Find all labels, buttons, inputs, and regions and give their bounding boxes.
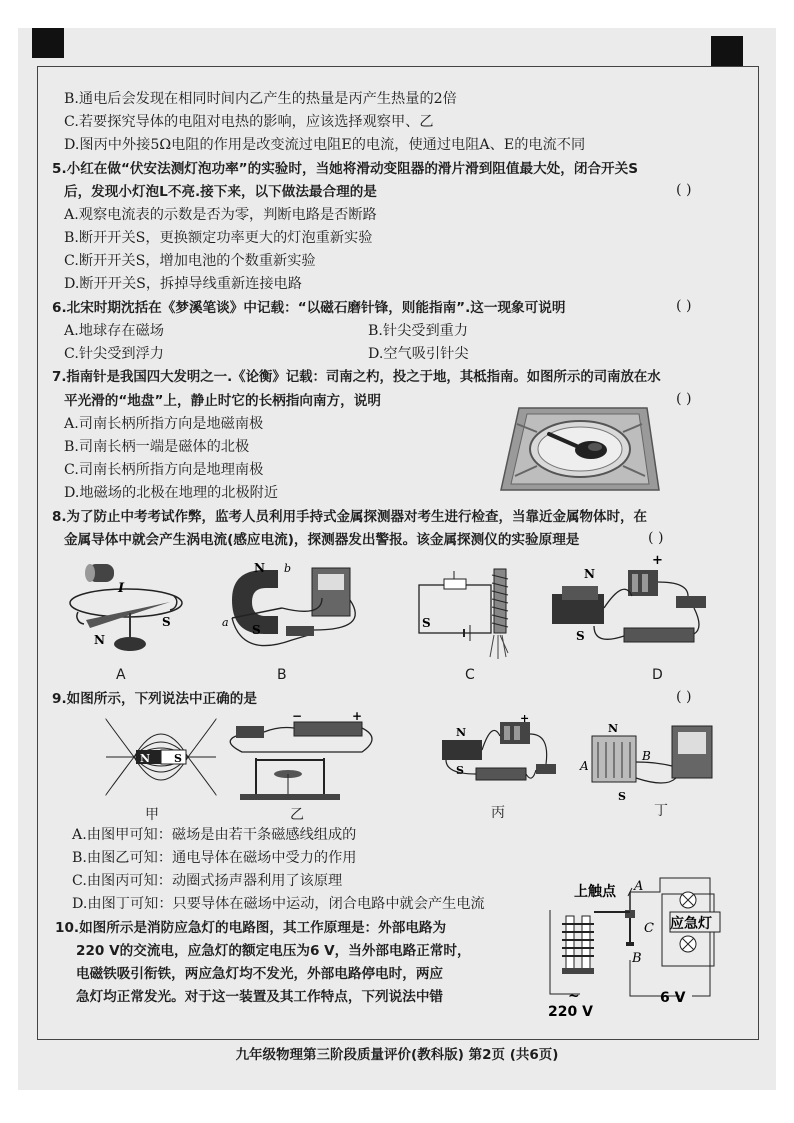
page-footer: 九年级物理第三阶段质量评价(教科版) 第2页 (共6页) — [235, 1047, 559, 1063]
q10-emergency-light-circuit — [540, 870, 730, 1020]
q6-option-a: A.地球存在磁场 — [64, 323, 164, 339]
q10-ac-symbol: ~ — [568, 988, 580, 1004]
q9-label-yi: 乙 — [290, 807, 304, 823]
q7-answer-paren: ( ) — [676, 391, 692, 407]
q8-figure-b-induction — [222, 560, 377, 665]
q8-label-b: B — [277, 667, 287, 683]
q10-b-label: B — [632, 951, 642, 966]
q9-option-a: A.由图甲可知：磁场是由若干条磁感线组成的 — [72, 827, 357, 843]
q10-stem-3: 电磁铁吸引衔铁，两应急灯均不发光，外部电路停电时，两应 — [76, 966, 444, 982]
q6-option-d: D.空气吸引针尖 — [368, 346, 469, 362]
q8a-south-label: S — [162, 615, 171, 629]
q4-option-b: B.通电后会发现在相同时间内乙产生的热量是丙产生热量的2倍 — [64, 91, 457, 107]
q10-6v-label: 6 V — [660, 990, 686, 1006]
q9-yi-plus-label: + — [352, 709, 363, 723]
q9-option-d: D.由图丁可知：只要导体在磁场中运动，闭合电路中就会产生电流 — [72, 896, 485, 912]
q9-answer-paren: ( ) — [676, 689, 692, 705]
q7-stem-1: 7.指南针是我国四大发明之一.《论衡》记载：司南之杓，投之于地，其柢指南。如图所示的司南放在水 — [52, 370, 661, 385]
q9-jia-south-label: S — [174, 752, 182, 765]
q5-option-a: A.观察电流表的示数是否为零，判断电路是否断路 — [64, 207, 377, 223]
q8-label-c: C — [465, 667, 475, 683]
q9-ding-a-label: A — [580, 759, 589, 773]
q6-stem: 6.北宋时期沈括在《梦溪笔谈》中记载：“以磁石磨针锋，则能指南”.这一现象可说明 — [52, 300, 566, 316]
q9-label-bing: 丙 — [491, 805, 505, 821]
q10-upper-contact-label: 上触点 — [574, 884, 616, 900]
q9-ding-b-label: B — [642, 749, 651, 763]
q4-option-d: D.图丙中外接5Ω电阻的作用是改变流过电阻E的电流，使通过电阻A、E的电流不同 — [64, 137, 586, 153]
q5-answer-paren: ( ) — [676, 182, 692, 198]
q10-a-label: A — [634, 879, 644, 894]
q7-option-b: B.司南长柄一端是磁体的北极 — [64, 439, 250, 455]
q10-stem-1: 10.如图所示是消防应急灯的电路图，其工作原理是：外部电路为 — [55, 920, 447, 936]
q4-option-c: C.若要探究导体的电阻对电热的影响，应该选择观察甲、乙 — [64, 114, 434, 130]
q7-stem-2: 平光滑的“地盘”上，静止时它的长柄指向南方，说明 — [64, 393, 381, 409]
q10-c-label: C — [644, 921, 654, 936]
q9-bing-south-label: S — [456, 764, 464, 777]
q8-stem-2: 金属导体中就会产生涡电流(感应电流)，探测器发出警报。该金属探测仪的实验原理是 — [64, 532, 580, 548]
q9-ding-north-label: N — [608, 722, 619, 735]
corner-marker-right — [711, 36, 743, 66]
q7-option-c: C.司南长柄所指方向是地理南极 — [64, 462, 264, 478]
q5-stem-1: 5.小红在做“伏安法测灯泡功率”的实验时，当她将滑动变阻器的滑片滑到阻值最大处，闭合开关S — [52, 161, 639, 177]
q8-figure-c-electromagnet — [414, 565, 524, 665]
q6-option-b: B.针尖受到重力 — [368, 323, 469, 339]
q10-emergency-lamp-label: 应急灯 — [670, 916, 712, 932]
q8d-south-label: S — [576, 629, 585, 643]
q8b-north-label: N — [254, 561, 265, 575]
q9-bing-north-label: N — [456, 726, 467, 739]
q9-label-ding: 丁 — [654, 803, 668, 819]
q9-ding-south-label: S — [618, 790, 626, 803]
q9-stem: 9.如图所示，下列说法中正确的是 — [52, 691, 257, 707]
q8d-north-label: N — [584, 567, 595, 581]
q9-yi-minus-label: − — [292, 709, 303, 723]
q9-figure-yi-oersted — [226, 709, 386, 804]
q9-option-c: C.由图丙可知：动圈式扬声器利用了该原理 — [72, 873, 343, 889]
q7-option-a: A.司南长柄所指方向是地磁南极 — [64, 416, 264, 432]
corner-marker-left — [32, 28, 64, 58]
sinan-compass-figure — [497, 404, 662, 494]
q8-label-d: D — [652, 667, 663, 683]
q8-label-a: A — [116, 667, 126, 683]
q8b-south-label: S — [252, 623, 261, 637]
q6-answer-paren: ( ) — [676, 298, 692, 314]
q9-label-jia: 甲 — [145, 807, 159, 823]
q8-figure-d-motor — [548, 553, 718, 666]
q9-figure-ding-generator — [578, 722, 718, 802]
q6-option-c: C.针尖受到浮力 — [64, 346, 164, 362]
q9-bing-plus-label: + — [520, 712, 530, 725]
q5-option-d: D.断开开关S，拆掉导线重新连接电路 — [64, 276, 302, 292]
q10-220v-label: 220 V — [548, 1004, 593, 1020]
q5-stem-2: 后，发现小灯泡L不亮.接下来，以下做法最合理的是 — [64, 184, 377, 200]
q8a-current-label: I — [118, 581, 125, 596]
q9-figure-bing-motor — [436, 712, 561, 791]
q8a-north-label: N — [94, 633, 105, 647]
q8d-plus-label: + — [652, 553, 663, 568]
q8-figure-a-oersted — [66, 558, 191, 668]
q8-stem-1: 8.为了防止中考考试作弊，监考人员利用手持式金属探测器对考生进行检查，当靠近金属物体时，在 — [52, 509, 648, 525]
q8b-a-label: a — [222, 616, 229, 629]
q10-stem-2: 220 V的交流电，应急灯的额定电压为6 V，当外部电路正常时， — [76, 943, 471, 959]
q5-option-c: C.断开开关S，增加电池的个数重新实验 — [64, 253, 316, 269]
q10-stem-4: 急灯均正常发光。对于这一装置及其工作特点，下列说法中错 — [76, 989, 444, 1005]
q5-option-b: B.断开开关S，更换额定功率更大的灯泡重新实验 — [64, 230, 373, 246]
q8-answer-paren: ( ) — [648, 530, 664, 546]
q9-jia-north-label: N — [140, 752, 151, 765]
q9-figure-jia-field-lines — [104, 712, 219, 802]
q8c-switch-label: S — [422, 616, 431, 630]
q9-option-b: B.由图乙可知：通电导体在磁场中受力的作用 — [72, 850, 357, 866]
q8b-b-label: b — [284, 562, 292, 575]
q7-option-d: D.地磁场的北极在地理的北极附近 — [64, 485, 279, 501]
